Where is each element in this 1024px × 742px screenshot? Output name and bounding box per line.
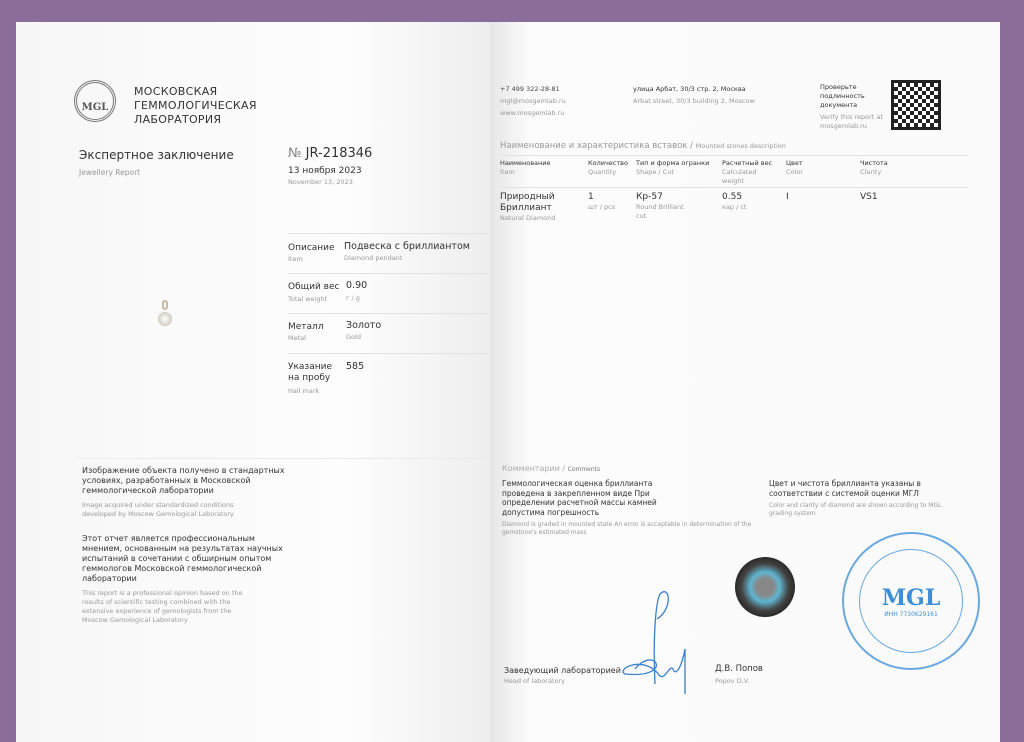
field-item-label: Описание — [288, 243, 335, 253]
pendant-image — [158, 300, 172, 340]
opinion-note: Этот отчет является профессиональным мнением, основанным на результатах научных испытаний в сочетании с обширным опытом геммологов Московской геммологической лаборатории — [82, 534, 283, 583]
qr-code — [891, 80, 941, 130]
comment-left-block — [502, 479, 757, 537]
signature-name-en: Popov D.V. — [715, 677, 750, 685]
stamp-logo: MGL — [881, 584, 941, 611]
opinion-note-en: This report is a professional opinion based on the results of scientific testing combined with the extensive experience of gemologists from the Moscow Gemological Laboratory — [82, 589, 243, 624]
image-note: Изображение объекта получено в стандартных условиях, разработанных в Московской геммологической лаборатории — [82, 466, 285, 495]
col-item: Наименование — [500, 159, 551, 167]
stones-heading — [500, 141, 786, 151]
signature-role: Заведующий лабораторией — [504, 666, 621, 675]
col-clarity: Чистота — [860, 159, 888, 167]
col-cut-en: Shape / Cut — [636, 168, 674, 176]
col-color: Цвет — [786, 159, 803, 167]
image-note-en: Image acquired under standardized conditions developed by Moscow Gemological Laboratory — [82, 501, 234, 518]
company-stamp — [842, 532, 980, 670]
address: улица Арбат, 30/3 стр. 2, Москва — [633, 85, 746, 93]
col-cut: Тип и форма огранки — [636, 159, 710, 167]
field-hallmark-value: 585 — [346, 361, 365, 372]
phone: +7 499 322-28-81 — [500, 85, 560, 93]
mgl-logo — [74, 80, 116, 122]
field-hallmark-label: Указание на пробу — [288, 362, 333, 383]
report-title: Экспертное заключение — [79, 148, 234, 162]
lab-name-line: ГЕММОЛОГИЧЕСКАЯ — [134, 99, 257, 112]
cell-clarity: VS1 — [860, 192, 878, 202]
field-metal-label-en: Metal — [288, 334, 306, 342]
lab-name-line: ЛАБОРАТОРИЯ — [134, 113, 222, 126]
field-metal-value: Золото — [346, 320, 382, 331]
comments-heading-en: Comments — [567, 466, 601, 473]
mgl-logo-text: MGL — [81, 102, 109, 113]
cell-cut-en: Round Brilliant cut — [636, 203, 684, 220]
field-metal-label: Металл — [288, 322, 324, 332]
signature-name: Д.В. Попов — [715, 664, 763, 674]
comment-left: Геммологическая оценка бриллианта проведена в закрепленном виде При определении расчетной массы камней допустима погрешность — [502, 479, 657, 517]
col-item-en: Item — [500, 168, 515, 176]
signature-role-en: Head of laboratory — [504, 677, 565, 685]
cell-quantity: 1 — [588, 192, 594, 202]
comments-heading-ru: Комментарии / — [502, 464, 566, 473]
notes-block — [82, 466, 297, 625]
website: www.mosgemlab.ru — [500, 109, 565, 117]
field-hallmark-label-en: Hall mark — [288, 387, 320, 395]
cell-item: Природный Бриллиант — [500, 192, 555, 213]
field-item-label-en: Item — [288, 255, 303, 263]
report-date-en: November 13, 2023 — [288, 178, 353, 186]
comment-right: Цвет и чистота бриллианта указаны в соответствии с системой оценки МГЛ — [769, 479, 921, 498]
field-weight-unit: г / g — [346, 294, 360, 302]
col-quantity-en: Quantity — [588, 168, 617, 176]
col-weight-en: Calculated weight — [722, 168, 757, 185]
field-item-value: Подвеска с бриллиантом — [344, 241, 470, 252]
right-page — [490, 22, 1000, 742]
cell-color: I — [786, 192, 789, 202]
lab-name — [134, 85, 257, 127]
cell-weight: 0.55 — [722, 192, 743, 202]
left-page — [16, 22, 490, 742]
verify-text: Проверьте подлинность документа — [820, 83, 865, 109]
col-quantity: Количество — [588, 159, 628, 167]
comment-right-block — [769, 479, 944, 518]
stamp-inn: ИНН 7730629161 — [884, 610, 938, 618]
address-en: Arbat street, 30/3 building 2, Moscow — [633, 97, 755, 105]
report-date: 13 ноября 2023 — [288, 166, 362, 176]
field-weight-label-en: Total weight — [288, 295, 328, 303]
field-weight-label: Общий вес — [288, 282, 340, 292]
comments-heading — [502, 464, 600, 473]
hologram-sticker — [735, 557, 795, 617]
cell-item-en: Natural Diamond — [500, 214, 556, 222]
number-value: JR-218346 — [305, 146, 373, 161]
cell-cut: Кр-57 — [636, 192, 663, 202]
field-metal-value-en: Gold — [346, 333, 361, 341]
stones-heading-en: Mounted stones description — [695, 142, 786, 150]
field-item-value-en: Diamond pendant — [344, 254, 403, 262]
lab-name-line: МОСКОВСКАЯ — [134, 85, 218, 98]
col-color-en: Color — [786, 168, 803, 176]
cell-quantity-unit: шт / pcs — [588, 203, 616, 211]
verify-text-en: Verify this report at mosgemlab.ru — [820, 113, 883, 130]
email: mgl@mosgemlab.ru — [500, 97, 566, 105]
report-number — [288, 146, 372, 161]
col-weight: Расчетный вес — [722, 159, 773, 167]
field-weight-value: 0.90 — [346, 280, 368, 291]
signature — [615, 584, 695, 694]
cell-weight-unit: кар / ct — [722, 203, 747, 211]
report-title-en: Jewellery Report — [79, 168, 141, 177]
verify-block — [820, 83, 886, 131]
stones-heading-ru: Наименование и характеристика вставок / — [500, 141, 694, 151]
number-prefix: № — [288, 146, 302, 161]
comment-right-en: Color and clarity of diamond are shown according to MGL grading system — [769, 502, 942, 517]
comment-left-en: Diamond is graded in mounted state An error is acceptable in determination of the gemstone's estimated mass — [502, 521, 752, 536]
col-clarity-en: Clarity — [860, 168, 882, 176]
